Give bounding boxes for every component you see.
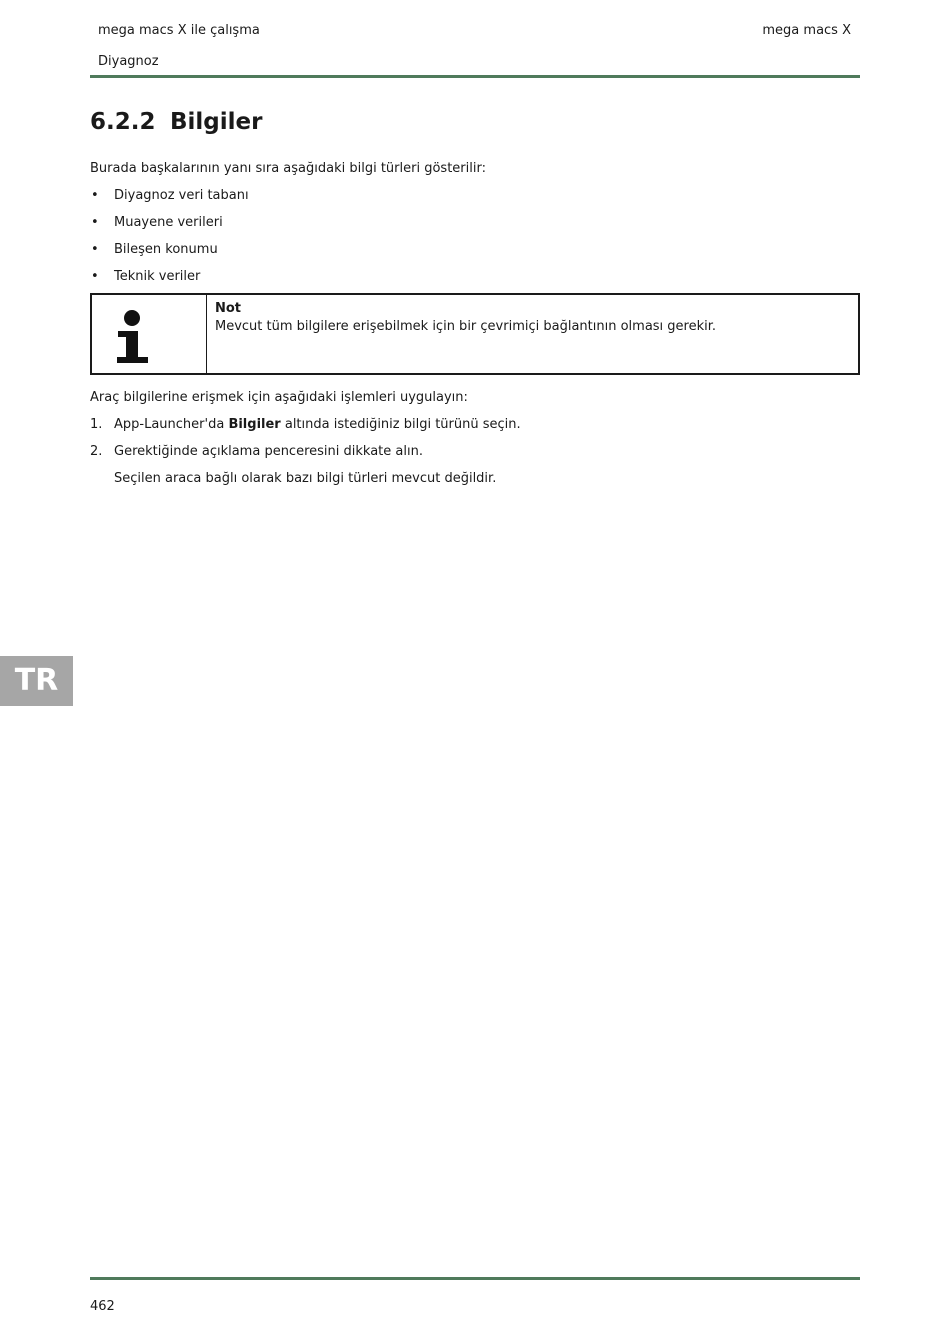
bullet-marker: • — [91, 242, 99, 257]
bullet-marker: • — [91, 269, 99, 284]
info-icon — [113, 305, 153, 365]
list-item — [90, 268, 200, 286]
step-result — [90, 470, 496, 488]
header-divider — [90, 75, 860, 78]
list-item — [90, 187, 249, 205]
list-item — [90, 241, 218, 259]
list-item — [90, 214, 223, 232]
header-section-name: Diyagnoz — [98, 54, 159, 69]
bullet-marker: • — [91, 215, 99, 230]
step-number: 1. — [90, 417, 103, 432]
footer-divider — [90, 1277, 860, 1280]
list-item-text: Bileşen konumu — [114, 242, 218, 257]
note-icon-cell — [92, 295, 207, 373]
list-item-text: Muayene verileri — [114, 215, 223, 230]
list-item-text: Teknik veriler — [114, 269, 201, 284]
language-tab: TR — [0, 656, 73, 706]
step-text-after: altında istediğiniz bilgi türünü seçin. — [280, 417, 521, 432]
step-item — [90, 416, 521, 434]
step-number: 2. — [90, 444, 103, 459]
step-text-bold: Bilgiler — [228, 417, 281, 432]
note-box — [90, 293, 860, 375]
bullet-marker: • — [91, 188, 99, 203]
section-number: 6.2.2 — [90, 109, 156, 135]
steps-intro: Araç bilgilerine erişmek için aşağıdaki işlemleri uygulayın: — [90, 390, 468, 405]
step-text-before: App-Launcher'da — [114, 417, 229, 432]
step-item — [90, 443, 423, 461]
step-text: Gerektiğinde açıklama penceresini dikkate alın. — [114, 444, 423, 459]
section-heading — [90, 106, 262, 138]
page-number: 462 — [90, 1299, 115, 1314]
header-product-name: mega macs X — [762, 23, 851, 38]
intro-paragraph: Burada başkalarının yanı sıra aşağıdaki bilgi türleri gösterilir: — [90, 161, 486, 176]
list-item-text: Diyagnoz veri tabanı — [114, 188, 249, 203]
header-chapter-title: mega macs X ile çalışma — [98, 23, 260, 38]
note-text: Mevcut tüm bilgilere erişebilmek için bir çevrimiçi bağlantının olması gerekir. — [215, 319, 717, 334]
step-result-text: Seçilen araca bağlı olarak bazı bilgi türleri mevcut değildir. — [114, 471, 497, 486]
note-title: Not — [215, 301, 242, 316]
section-title: Bilgiler — [170, 109, 263, 135]
